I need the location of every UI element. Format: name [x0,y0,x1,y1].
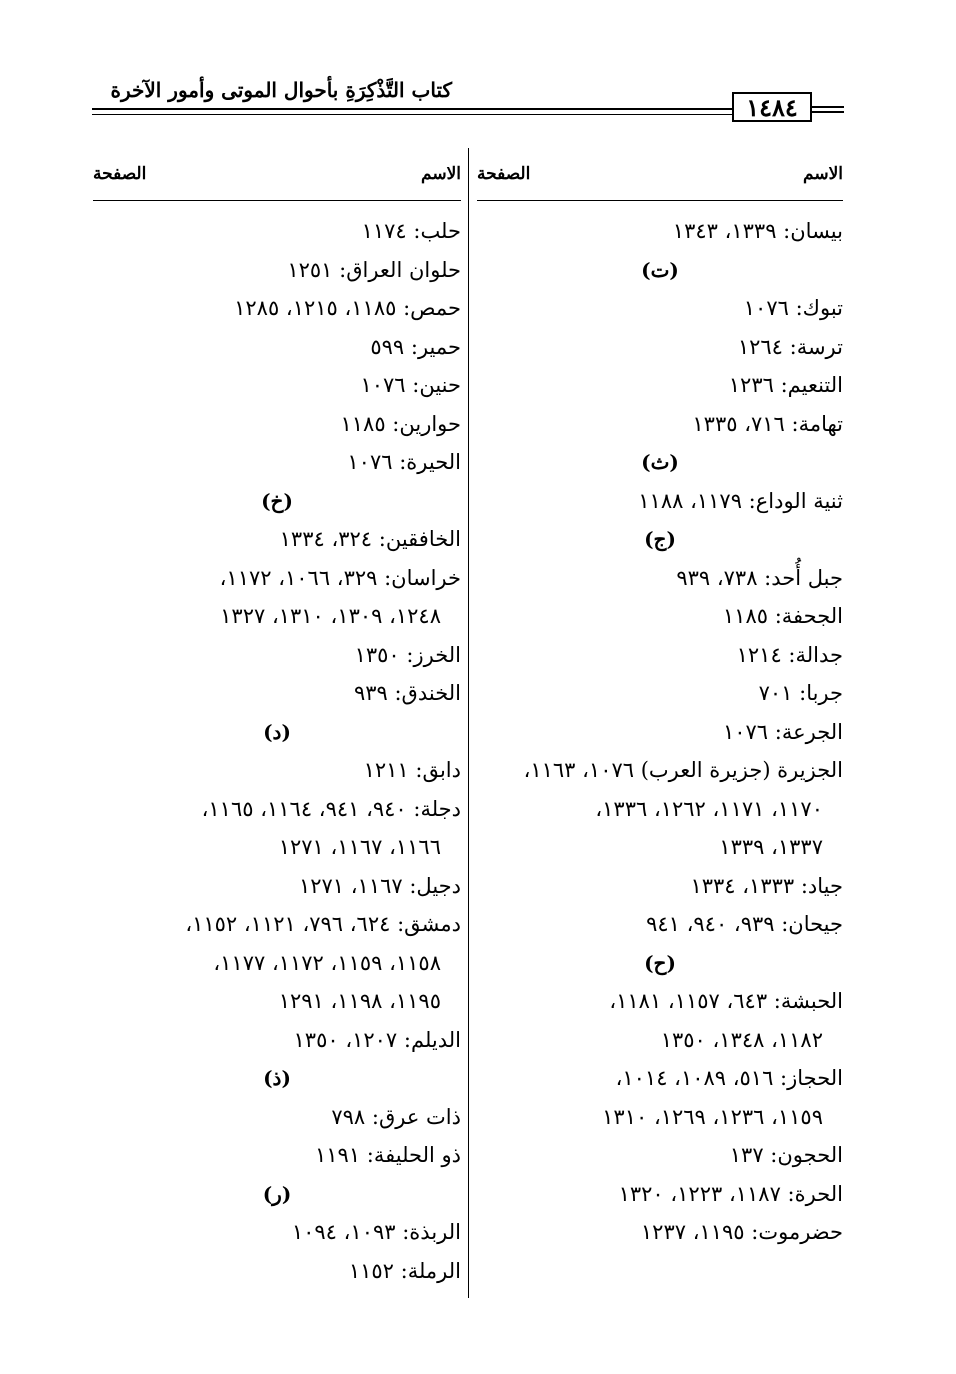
index-entry: جربا: ٧٠١ [758,681,843,705]
index-entry: الرملة: ١١٥٢ [348,1258,461,1283]
index-entry: الخرز: ١٣٥٠ [354,642,461,667]
name-header: الاسم [421,164,461,184]
index-entry: الجحفة: ١١٨٥ [722,604,843,628]
index-entry: الحجاز: ٥١٦، ١٠٨٩، ١٠١٤، [615,1066,843,1090]
index-entry-continuation: ١٣٣٧، ١٣٣٩ [719,835,823,859]
index-entry-continuation: ١٢٤٨، ١٣٠٩، ١٣١٠، ١٣٢٧ [220,604,441,628]
index-entry: حلب: ١١٧٤ [361,219,461,243]
section-letter: (ذ) [263,1066,291,1090]
index-entry: حمير: ٥٩٩ [370,334,461,359]
section-letter: (خ) [261,488,293,513]
right-column-header [477,160,843,201]
index-entry: حضرموت: ١١٩٥، ١٢٣٧ [640,1220,843,1244]
index-entry: الجرعة: ١٠٧٦ [722,719,843,744]
section-letter: (ت) [641,257,679,282]
right-column [477,212,843,1252]
left-column-header [93,160,461,201]
index-entry: تهامة: ٧١٦، ١٣٣٥ [692,411,843,436]
index-entry: تبوك: ١٠٧٦ [743,296,843,320]
index-entry: الجزيرة (جزيرة العرب) ١٠٧٦، ١١٦٣، [523,758,843,782]
index-entry: التنعيم: ١٢٣٦ [728,373,843,397]
index-entry: حوارين: ١١٨٥ [340,411,461,436]
header-rule [92,108,732,115]
index-entry-continuation: ١١٩٥، ١١٩٨، ١٢٩١ [278,989,441,1013]
index-entry: حمص: ١١٨٥، ١٢١٥، ١٢٨٥ [234,296,461,320]
section-letter: (ح) [644,950,676,975]
page-header [92,78,842,122]
page-header-label: الصفحة [477,164,531,184]
index-entry: الحجون: ١٣٧ [729,1143,843,1167]
index-entry-continuation: ١١٥٨، ١١٥٩، ١١٧٢، ١١٧٧، [213,950,441,975]
index-entry-continuation: ١١٥٩، ١٢٣٦، ١٢٦٩، ١٣١٠ [602,1104,823,1129]
index-entry: ذو الحليفة: ١١٩١ [314,1143,461,1167]
index-entry-continuation: ١١٨٢، ١٣٤٨، ١٣٥٠ [660,1027,823,1052]
index-entry: الحيرة: ١٠٧٦ [347,450,461,474]
index-entry: ترسة: ١٢٦٤ [737,334,843,359]
index-entry: ذات عرق: ٧٩٨ [331,1104,461,1129]
index-entry: دابق: ١٢١١ [363,758,461,782]
index-entry: جياد: ١٣٣٣، ١٣٣٤ [690,873,843,898]
index-entry-continuation: ١١٧٠، ١١٧١، ١٢٦٢، ١٣٣٦، [595,796,823,821]
column-divider [468,148,469,1298]
index-entry: ثنية الوداع: ١١٧٩، ١١٨٨ [638,488,843,513]
index-entry: دجلة: ٩٤٠، ٩٤١، ١١٦٤، ١١٦٥، [201,796,461,821]
index-entry: خراسان: ٣٢٩، ١٠٦٦، ١١٧٢، [219,565,461,590]
page-number: ١٤٨٤ [732,92,812,122]
index-entry: بيسان: ١٣٣٩، ١٣٤٣ [672,219,843,243]
index-entry: الديلم: ١٢٠٧، ١٣٥٠ [293,1027,461,1052]
index-entry: الحرة: ١١٨٧، ١٢٢٣، ١٣٢٠ [618,1181,843,1206]
section-letter: (ر) [262,1181,292,1206]
left-column [93,212,461,1290]
index-entry: جبل أُحد: ٧٣٨، ٩٣٩ [676,565,843,590]
book-title: كتاب التَّذْكِرَةِ بأحوال الموتى وأمور الآخرة [110,78,452,102]
index-entry: الخافقين: ٣٢٤، ١٣٣٤ [279,527,461,551]
page-number-rule [812,106,844,113]
index-entry-continuation: ١١٦٦، ١١٦٧، ١٢٧١ [278,835,441,859]
index-entry: دمشق: ٦٢٤، ٧٩٦، ١١٢١، ١١٥٢، [185,912,461,936]
section-letter: (ث) [641,450,679,474]
index-entry: الربذة: ١٠٩٣، ١٠٩٤ [291,1220,461,1244]
section-letter: (ج) [644,527,676,551]
index-entry: جيحان: ٩٣٩، ٩٤٠، ٩٤١ [646,912,843,936]
index-entry: دجيل: ١١٦٧، ١٢٧١ [298,873,461,898]
index-entry: جدالة: ١٢١٤ [736,642,843,667]
index-entry: حنين: ١٠٧٦ [360,373,461,397]
index-entry: حلوان العراق: ١٢٥١ [287,257,461,282]
index-entry: الخندق: ٩٣٩ [353,681,461,705]
section-letter: (د) [263,719,291,744]
name-header: الاسم [803,164,843,184]
index-entry: الحبشة: ٦٤٣، ١١٥٧، ١١٨١، [609,989,843,1013]
page-header-label: الصفحة [93,164,147,184]
